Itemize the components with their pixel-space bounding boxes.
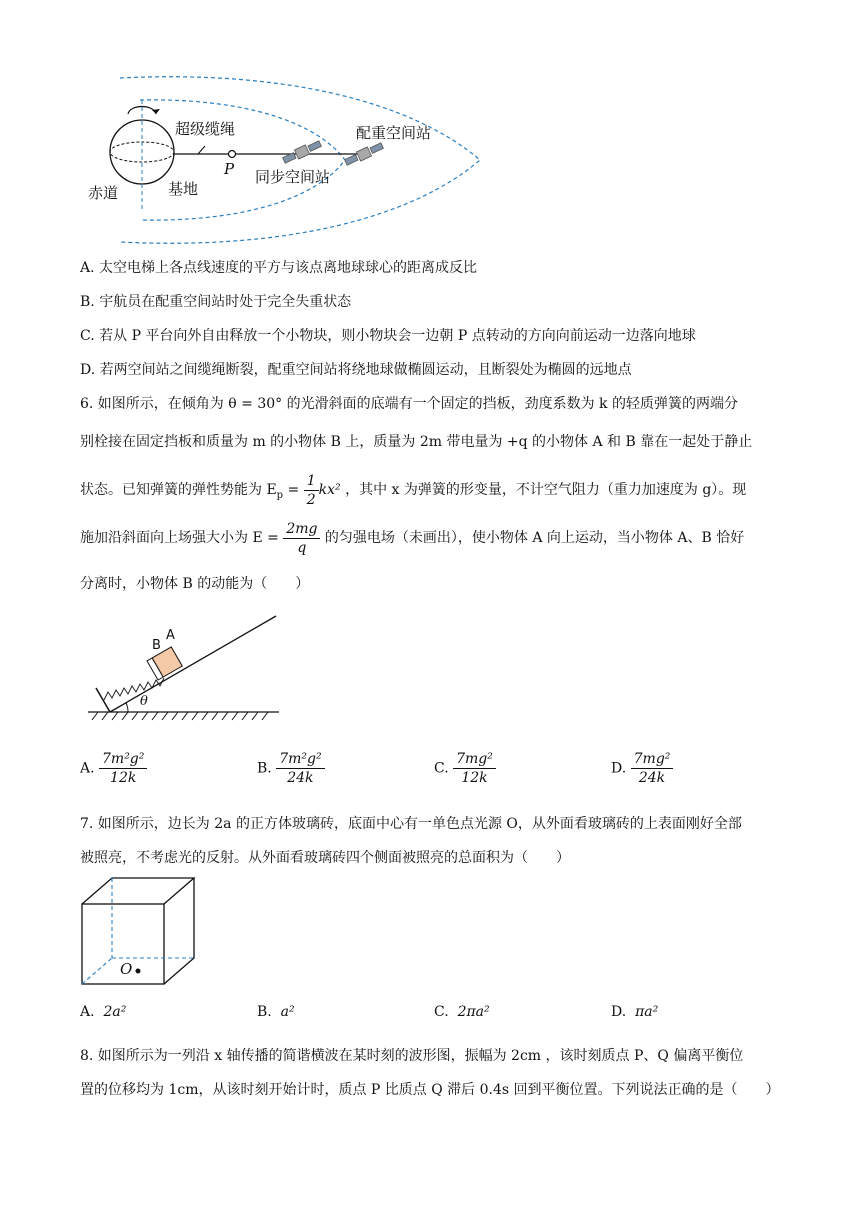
q6-option-d: D. $\frac{\text{7mg²}}{24k}$ [611,750,673,787]
spring [104,678,164,700]
sync-station-icon [282,139,322,165]
ep-numerator: 1 [304,472,319,491]
q6-option-a: A. $\frac{\text{7m²g²}}{12k}$ [80,750,147,787]
q7-option-d: D. πa² [611,1004,659,1020]
label-counterweight-station: 配重空间站 [356,124,432,142]
label-block-b: B [152,638,161,653]
q7-option-b: B. a² [257,1004,295,1020]
label-sync-station: 同步空间站 [255,168,331,186]
e-fraction [283,520,320,557]
space-elevator-figure [80,60,500,250]
q5-option-d: D. 若两空间站之间缆绳断裂，配重空间站将绕地球做椭圆运动，且断裂处为椭圆的远地点 [80,362,632,378]
q6-line-3b: ，其中 x 为弹簧的形变量，不计空气阻力（重力加速度为 g）。现 [345,482,747,498]
light-source-dot [136,969,141,974]
theta-arc [126,703,128,712]
q5-option-c: C. 若从 P 平台向外自由释放一个小物块，则小物块会一边朝 P 点转动的方向向前运动一边落向地球 [80,328,696,344]
q6-line-3a: 状态。已知弹簧的弹性势能为 E [80,482,277,498]
ground-hatch [92,712,268,720]
q6-line-1: 6. 如图所示，在倾角为 θ = 30° 的光滑斜面的底端有一个固定的挡板，劲度系数为 k 的轻质弹簧的两端分 [80,396,738,412]
q6-line-4a: 施加沿斜面向上场强大小为 E = [80,530,279,546]
q8-line-2: 置的位移均为 1cm，从该时刻开始计时，质点 P 比质点 Q 滞后 0.4s 回到平衡位置。下列说法正确的是（ ） [80,1082,780,1098]
q5-option-b: B. 宇航员在配重空间站时处于完全失重状态 [80,294,352,310]
q7-option-a: A. 2a² [80,1004,127,1020]
incline-figure [84,612,284,722]
q6-option-c: C. $\frac{\text{7mg²}}{12k}$ [434,750,496,787]
q6-line-5: 分离时，小物体 B 的动能为（ ） [80,576,310,592]
q6-line-4b: 的匀强电场（未画出），使小物体 A 向上运动，当小物体 A、B 恰好 [324,530,745,546]
label-p: P [224,160,235,178]
q7-option-c: C. 2πa² [434,1004,490,1020]
incline-line [110,616,276,712]
label-block-a: A [166,628,175,643]
hidden-edge-left [82,958,112,984]
q8-line-1: 8. 如图所示为一列沿 x 轴传播的简谐横波在某时刻的波形图，振幅为 2cm ，该时刻质点 P、Q 偏离平衡位 [80,1048,744,1064]
ep-denominator: 2 [306,491,316,508]
label-theta: θ [140,694,148,709]
cube-figure [80,876,200,988]
cube-right-edges [164,878,194,984]
q6-line-4 [80,518,744,558]
q6-line-2: 别栓接在固定挡板和质量为 m 的小物体 B 上，质量为 2m 带电量为 +q 的小物体 A 和 B 靠在一起处于静止 [80,434,753,450]
label-base: 基地 [168,180,199,198]
outer-orbit [120,77,480,244]
ep-fraction [304,472,319,509]
q5-option-a: A. 太空电梯上各点线速度的平方与该点离地球球心的距离成反比 [80,260,478,276]
q6-line-3: 状态。已知弹簧的弹性势能为 $E_p$ = $\frac{1}{2}$ kx² ，其中 x 为弹簧的形变量，不计空气阻力（重力加速度为 g）。现 [80,472,747,508]
e-numerator: 2mg [283,520,320,539]
q7-line-2: 被照亮，不考虑光的反射。从外面看玻璃砖四个侧面被照亮的总面积为（ ） [80,850,570,866]
label-equator: 赤道 [88,184,119,202]
label-o: O [120,960,133,978]
q6-option-b: B. $\frac{\text{7m²g²}}{24k}$ [257,750,325,787]
point-p [229,151,236,158]
q7-line-1: 7. 如图所示，边长为 2a 的正方体玻璃砖，底面中心有一单色点光源 O，从外面看玻璃砖的上表面刚好全部 [80,816,742,832]
label-cable: 超级缆绳 [175,120,236,138]
e-denominator: q [297,539,307,556]
ep-tail: kx² [318,482,341,498]
cube-top-edges [82,878,194,904]
